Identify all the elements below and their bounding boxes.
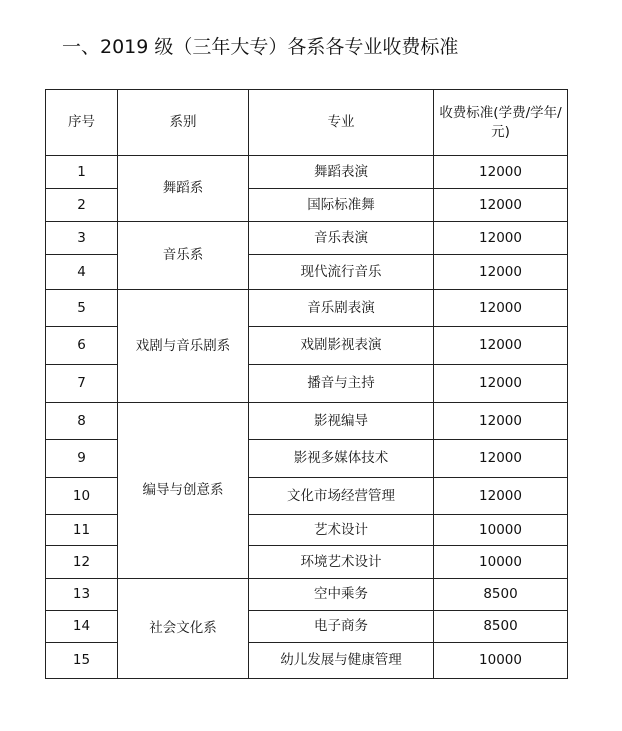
row-major: 播音与主持 — [249, 365, 434, 403]
row-fee: 8500 — [434, 579, 568, 611]
table-row — [46, 222, 568, 255]
row-department: 编导与创意系 — [118, 403, 249, 579]
row-fee: 12000 — [434, 403, 568, 440]
row-number: 6 — [46, 327, 118, 365]
row-number: 10 — [46, 478, 118, 515]
row-fee: 12000 — [434, 290, 568, 327]
row-number: 9 — [46, 440, 118, 478]
fee-table — [45, 89, 568, 679]
row-fee: 12000 — [434, 365, 568, 403]
row-major: 音乐剧表演 — [249, 290, 434, 327]
row-number: 1 — [46, 156, 118, 189]
row-number: 3 — [46, 222, 118, 255]
table-row — [46, 403, 568, 440]
row-major: 幼儿发展与健康管理 — [249, 643, 434, 679]
row-fee: 12000 — [434, 189, 568, 222]
row-fee: 10000 — [434, 546, 568, 579]
row-major: 国际标准舞 — [249, 189, 434, 222]
row-number: 2 — [46, 189, 118, 222]
row-major: 影视多媒体技术 — [249, 440, 434, 478]
table-row — [46, 579, 568, 611]
row-department: 戏剧与音乐剧系 — [118, 290, 249, 403]
row-number: 11 — [46, 515, 118, 546]
row-department: 音乐系 — [118, 222, 249, 290]
row-fee: 12000 — [434, 327, 568, 365]
table-row — [46, 156, 568, 189]
row-fee: 12000 — [434, 156, 568, 189]
row-fee: 12000 — [434, 255, 568, 290]
row-major: 环境艺术设计 — [249, 546, 434, 579]
row-number: 8 — [46, 403, 118, 440]
row-number: 13 — [46, 579, 118, 611]
row-fee: 10000 — [434, 515, 568, 546]
row-fee: 12000 — [434, 440, 568, 478]
row-major: 戏剧影视表演 — [249, 327, 434, 365]
row-major: 影视编导 — [249, 403, 434, 440]
row-number: 7 — [46, 365, 118, 403]
row-fee: 12000 — [434, 478, 568, 515]
row-number: 15 — [46, 643, 118, 679]
row-fee: 8500 — [434, 611, 568, 643]
table-header-row — [46, 90, 568, 156]
row-department: 舞蹈系 — [118, 156, 249, 222]
header-number: 序号 — [46, 90, 118, 156]
header-major: 专业 — [249, 90, 434, 156]
table-body — [46, 90, 568, 679]
row-major: 电子商务 — [249, 611, 434, 643]
row-number: 5 — [46, 290, 118, 327]
row-major: 文化市场经营管理 — [249, 478, 434, 515]
table-row — [46, 290, 568, 327]
row-major: 音乐表演 — [249, 222, 434, 255]
row-number: 4 — [46, 255, 118, 290]
row-fee: 10000 — [434, 643, 568, 679]
row-number: 12 — [46, 546, 118, 579]
row-major: 现代流行音乐 — [249, 255, 434, 290]
header-fee: 收费标准(学费/学年/元) — [434, 90, 568, 156]
document-title: 一、2019 级（三年大专）各系各专业收费标准 — [62, 36, 459, 58]
row-department: 社会文化系 — [118, 579, 249, 679]
row-number: 14 — [46, 611, 118, 643]
row-major: 艺术设计 — [249, 515, 434, 546]
header-department: 系别 — [118, 90, 249, 156]
row-major: 舞蹈表演 — [249, 156, 434, 189]
row-major: 空中乘务 — [249, 579, 434, 611]
row-fee: 12000 — [434, 222, 568, 255]
